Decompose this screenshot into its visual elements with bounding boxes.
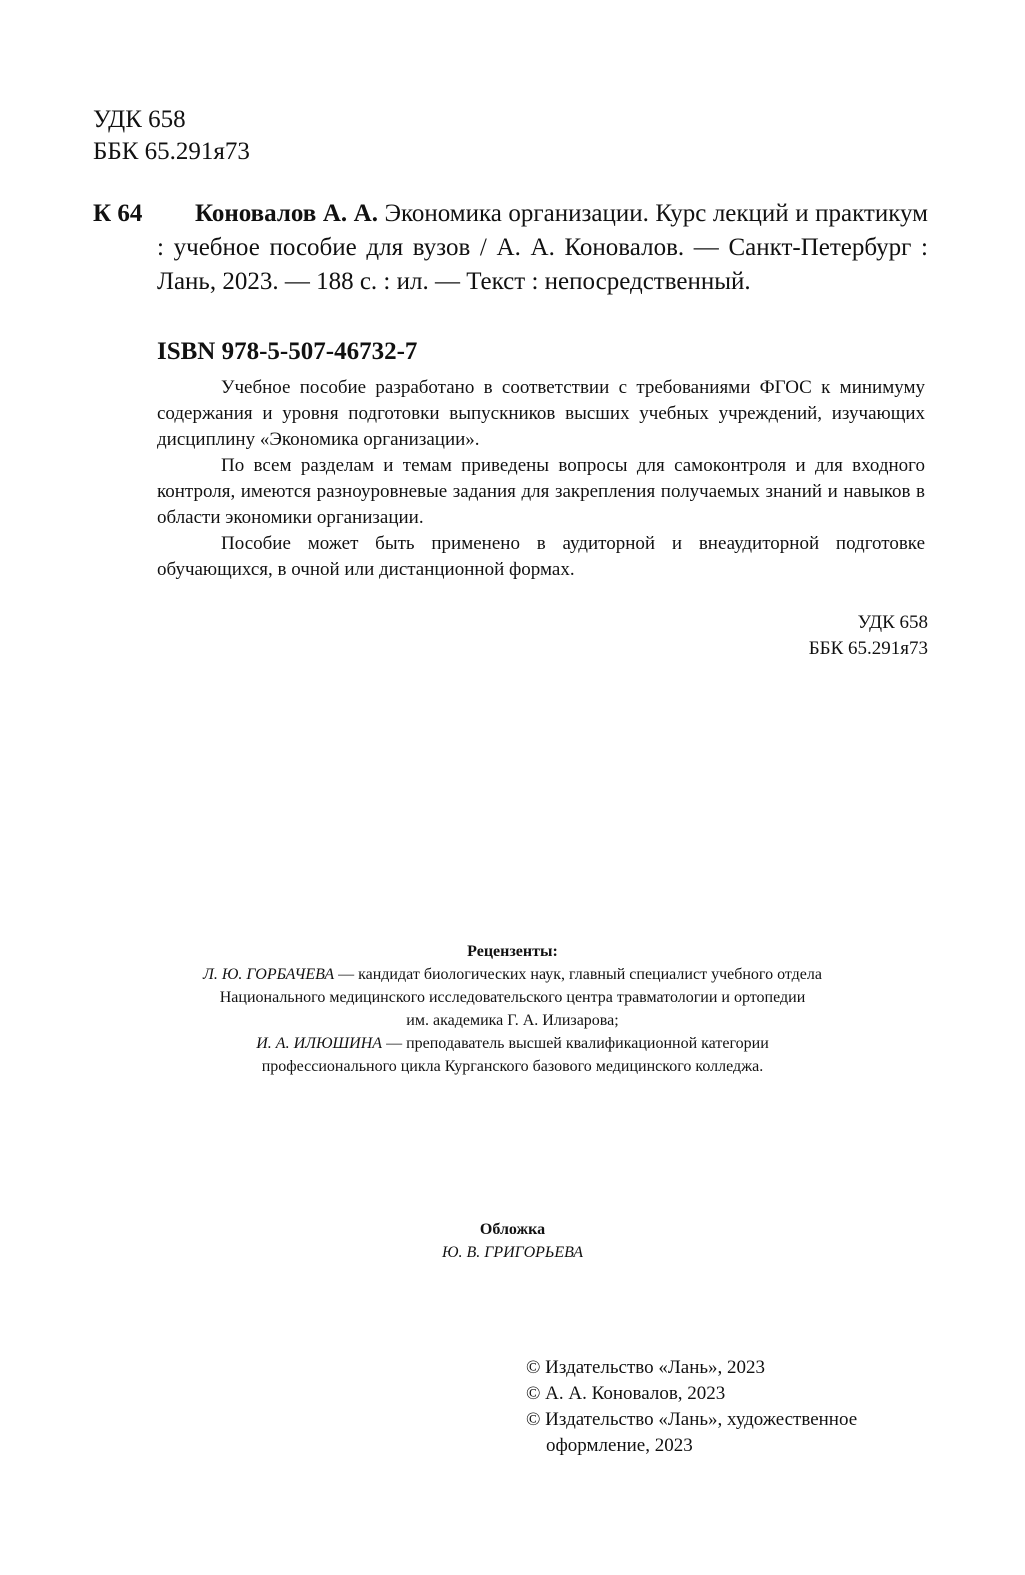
reviewer-entry	[0, 1032, 1025, 1078]
isbn: ISBN 978-5-507-46732-7	[157, 338, 418, 365]
reviewer-name: И. А. ИЛЮШИНА	[256, 1035, 383, 1052]
copyright-line: © Издательство «Лань», 2023	[526, 1357, 766, 1378]
annotation-paragraph: Пособие может быть применено в аудиторной и внеаудиторной подготовке обучающихся, в очной или дистанционной формах.	[157, 533, 925, 580]
bibliographic-entry	[93, 197, 928, 299]
reviewer-description: — преподаватель высшей квалификационной категории	[382, 1035, 769, 1052]
author-mark: К 64	[93, 200, 143, 227]
author-name: Коновалов А. А.	[195, 200, 378, 227]
copyright-line: © Издательство «Лань», художественное оформление, 2023	[526, 1409, 858, 1456]
annotation-paragraph: Учебное пособие разработано в соответствии с требованиями ФГОС к минимуму содержания и уровня подготовки выпускников высших учебных учреждений, изучающих дисциплину «Экономика организации».	[157, 377, 925, 450]
reviewers-heading: Рецензенты:	[467, 943, 558, 960]
bbk-code: ББК 65.291я73	[808, 638, 928, 659]
bibliographic-description	[157, 197, 928, 299]
classification-block-bottom	[809, 610, 928, 662]
annotation-paragraph: По всем разделам и темам приведены вопросы для самоконтроля и для входного контроля, имеются разноуровневые задания для закрепления получаемых знаний и навыков в области экономики организации.	[157, 455, 925, 528]
reviewer-description: — кандидат биологических наук, главный специалист учебного отдела	[334, 966, 822, 983]
reviewer-description: Национального медицинского исследовательского центра травматологии и ортопедии	[219, 989, 806, 1006]
udk-code: УДК 658	[93, 106, 186, 133]
udk-code: УДК 658	[857, 612, 928, 633]
classification-block-top	[93, 104, 250, 168]
reviewer-entry	[0, 963, 1025, 1032]
bbk-code: ББК 65.291я73	[93, 138, 250, 165]
annotation	[157, 375, 925, 583]
copyright-block	[526, 1355, 946, 1459]
description-text: Экономика организации. Курс лекций и практикум : учебное пособие для вузов / А. А. Коновалов. — Санкт-Петербург : Лань, 2023. — 188 с. : ил. — Текст : непосредственный.	[157, 200, 928, 295]
reviewer-description: им. академика Г. А. Илизарова;	[406, 1012, 619, 1029]
reviewer-name: Л. Ю. ГОРБАЧЕВА	[203, 966, 335, 983]
cover-heading: Обложка	[479, 1221, 546, 1238]
cover-credit	[0, 1218, 1025, 1264]
reviewers-section	[0, 940, 1025, 1078]
reviewer-description: профессионального цикла Курганского базового медицинского колледжа.	[261, 1058, 764, 1075]
cover-designer-name: Ю. В. ГРИГОРЬЕВА	[441, 1244, 584, 1261]
copyright-line: © А. А. Коновалов, 2023	[526, 1383, 726, 1404]
